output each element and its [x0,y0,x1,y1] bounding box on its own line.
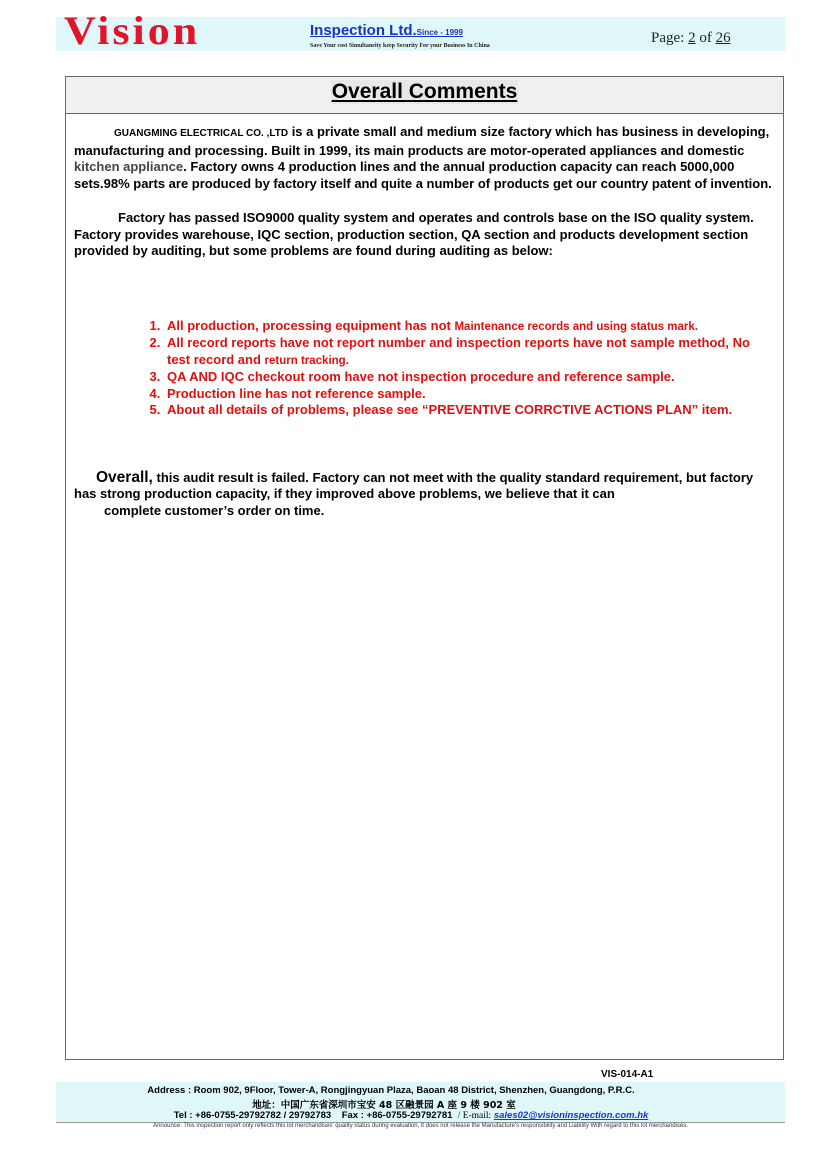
overall-paragraph [74,470,775,520]
factory-name: GUANGMING ELECTRICAL CO. ,LTD [114,128,289,139]
problem-text: All record reports have not report number and inspection reports have not sample method, No test record and [167,335,750,367]
problem-item [164,386,775,403]
intro-highlight: kitchen appliance [74,159,184,174]
problem-text-small: return tracking. [264,354,349,367]
contact-line [56,1110,766,1121]
problem-text: Production line has not reference sample. [167,385,426,401]
comments-frame [65,76,784,1060]
intro-text-a: is a private small and medium size factory which has business in developing, manufacturing and processing. Built in 1999, its main products are motor-operated appliances and domestic [74,124,770,158]
problem-text: QA AND IQC checkout room have not inspection procedure and reference sample. [167,369,675,384]
overall-last-line: complete customer’s order on time. [104,502,325,518]
slogan: Save Your cost Simultaneity keep Security For your Business In China [310,43,490,49]
form-code: VIS-014-A1 [601,1069,654,1080]
problem-item [164,369,775,386]
company-name [310,23,463,41]
page-label: Page: [651,30,685,46]
address-line: Address : Room 902, 9Floor, Tower-A, Rongjingyuan Plaza, Baoan 48 District, Shenzhen, Guangdong, P.R.C. [147,1085,635,1096]
section-title: Overall Comments [331,80,518,103]
problem-item [164,335,775,369]
page-of: of [699,30,712,46]
problem-text: All production, processing equipment has not [167,317,455,333]
page-current: 2 [688,30,696,46]
iso-paragraph: Factory has passed ISO9000 quality system and operates and controls base on the ISO quality system. Factory provides warehouse, IQC section, production section, QA section and products development section provided by auditing, but some problems are found during auditing as below: [74,210,754,258]
problem-text-small: Maintenance records and using status mark. [454,320,698,333]
vision-logo: Vision [64,8,201,54]
factory-intro-paragraph [74,124,775,192]
email-label: / E-mail: [457,1111,492,1121]
company-name-text: Inspection Ltd. [310,22,417,39]
overall-lead: Overall, [96,468,153,486]
since-label: Since - 1999 [416,28,463,37]
problem-item [164,318,775,336]
page-indicator [651,30,731,47]
problems-list [74,318,775,419]
overall-text: this audit result is failed. Factory can not meet with the quality standard requirement, but factory has strong production capacity, if they improved above problems, we believe that it can [74,469,754,501]
email-link[interactable]: sales02@visioninspection.com.hk [493,1110,649,1121]
header-band [56,8,785,54]
address-chinese: 地址：中国广东省深圳市宝安 48 区融景园 A 座 9 楼 902 室 [252,1100,516,1111]
problem-item [164,402,775,419]
tel: Tel : +86-0755-29792782 / 29792783 [173,1110,332,1121]
comments-body [66,114,783,519]
problem-text: About all details of problems, please see “PREVENTIVE CORRCTIVE ACTIONS PLAN” item. [167,402,733,417]
fax: Fax : +86-0755-29792781 [341,1110,453,1121]
intro-text-b: . Factory owns 4 production lines and the annual production capacity can reach 5000,000 sets.98% parts are produced by factory itself and quite a number of products get our country patent of invention. [74,159,772,191]
footer-band [56,1082,785,1122]
page-total: 26 [715,30,731,46]
title-bar [66,77,783,114]
announcement: Announce: This inspection report only reflects this lot merchandises' quality status during evaluation, it does not release the Manufacture's responsibility and Liability With regard to this lot merchandises. [153,1123,688,1129]
